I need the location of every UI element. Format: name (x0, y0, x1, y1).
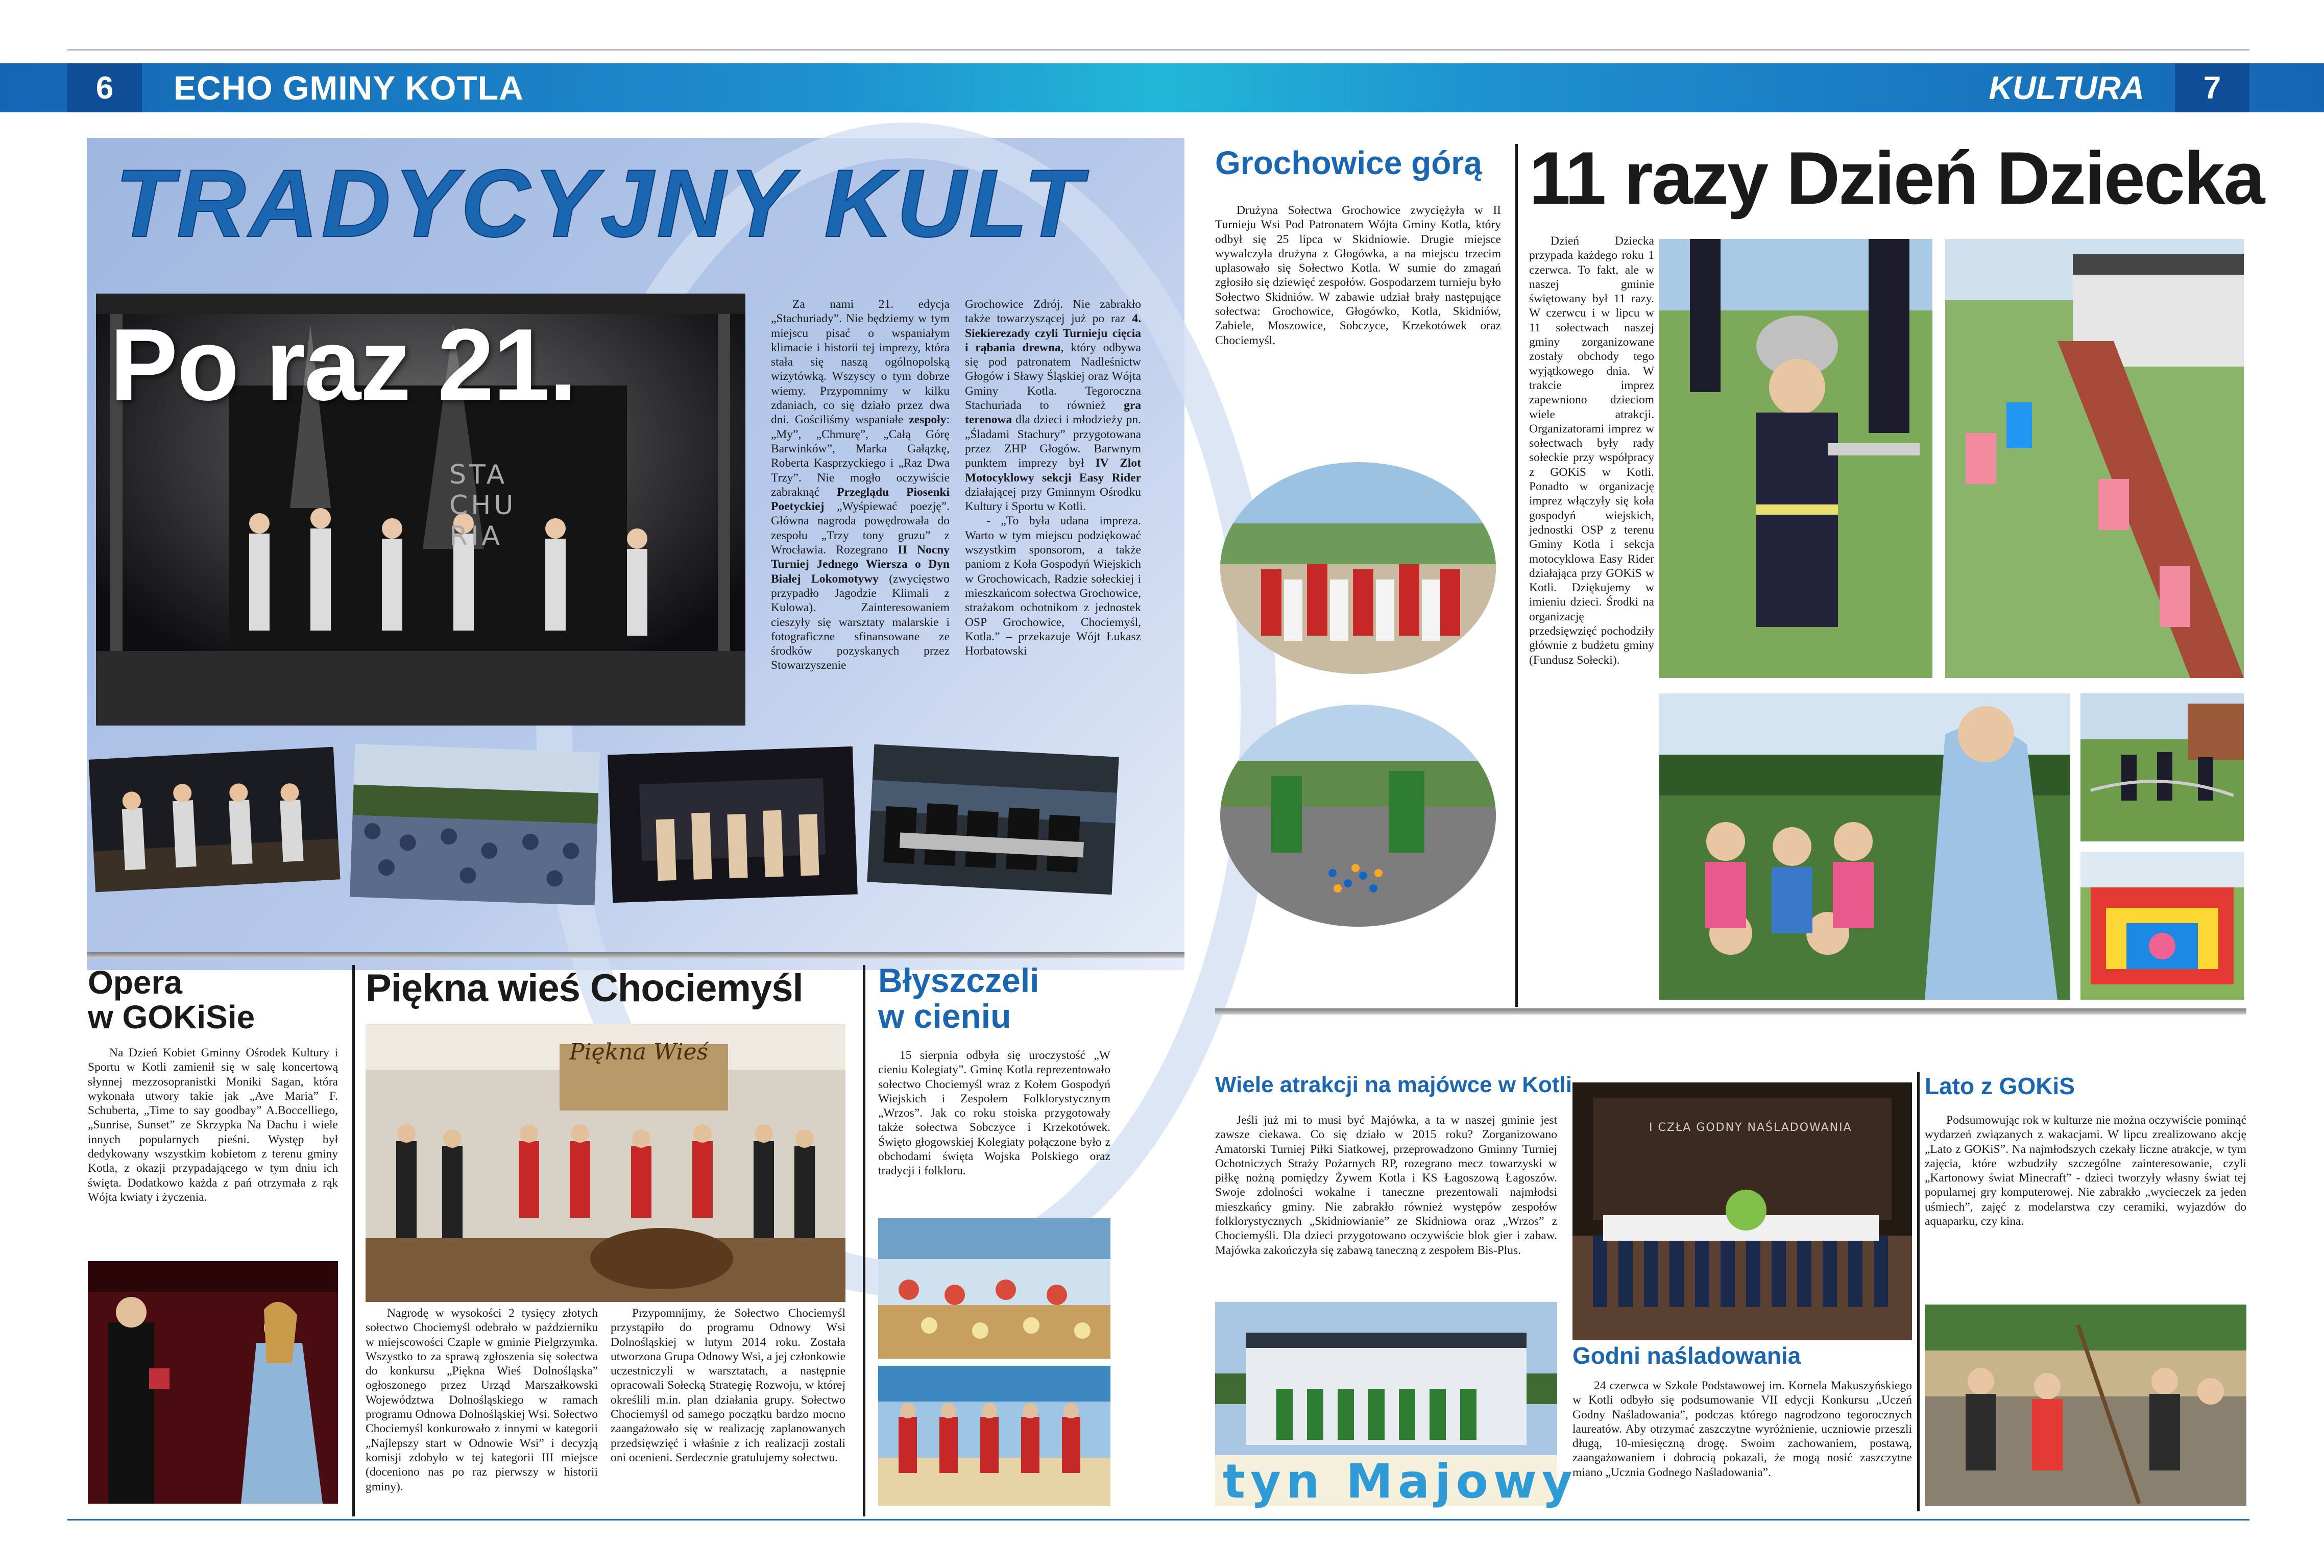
godni-banner: I CZŁA GODNY NAŚLADOWANIA (1649, 1121, 1852, 1134)
audience-photo (350, 744, 600, 906)
lato-text: Podsumowując rok w kulturze nie można oczywiście pominąć wydarzeń związanych z wakacjami. W lipcu zrealizowano akcję „Lato z GOKiS”. Na najmłodszych czekały liczne atrakcje, w tym zajęcia, które wzbudziły szczególne zainteresowanie, czyli „Kartonowy świat Minecraft” - dzieci tworzyły własny świat tej popularnej gry komputerowej. Nie zabrakło „wycieczek za jeden uśmiech”, zajęć z modelarstwa czy ceramiki, wyjazdów do aquaparku, czy kina. (1925, 1114, 2246, 1228)
dzien-text: Dzień Dziecka przypada każdego roku 1 czerwca. To fakt, ale w naszej gminie świętowany był 11 razy. W czerwcu i w lipcu w 11 sołectwach naszej gminy zorganizowane zostały obchody tego wyjątkowego dnia. W trakcie imprez zapewniono dzieciom wiele atrakcji. Organizatorami imprez w sołectwach były rady sołeckie przy współpracy z GOKiS w Kotli. Ponadto w organizację imprez włączyły się koła gospodyń wiejskich, jednostki OSP z terenu Gminy Kotla i sekcja motocyklowa Easy Rider działająca przy GOKiS w Kotli. Dziękujemy w imieniu dzieci. Środki na organizację przedsięwzięć pochodziły głównie z budżetu gminy (Fundusz Sołecki). (1529, 234, 1654, 667)
piekna-group-photo (366, 1024, 845, 1302)
majowka-title: Wiele atrakcji na majówce w Kotli (1215, 1072, 1572, 1097)
blyszczeli-title: Błyszczeli w cieniu (878, 961, 1039, 1035)
piekna-banner: Piękna Wieś (569, 1039, 709, 1065)
column-rule (1917, 1072, 1920, 1511)
majowka-banner: tyn Majowy (1223, 1454, 1578, 1509)
stage-banner: STA CHU RIA (449, 460, 517, 551)
column-rule (1515, 144, 1518, 1007)
hose-children-photo (2080, 693, 2244, 841)
opera-text: Na Dzień Kobiet Gminny Ośrodek Kultury i Sportu w Kotli zamienił się w salę koncertową słynnej mezzosopranistki Moniki Sagan, która wykonała utwory takie jak „Ave Maria” F. Schuberta, „Time to say goodbay” A.Boccelliego, „Sunrise, Sunset” ze Skrzypka Na Dachu i wiele innych popularnych pieśni. Występ był dedykowany wszystkim kobietom z terenu gminy Kotla, z okazji przypadającego w tym dniu ich święta. Dodatkowo każda z pań otrzymała z rąk Wójta kwiaty i życzenia. (88, 1046, 338, 1204)
harvest-stand-photo (878, 1218, 1110, 1359)
godni-text: 24 czerwca w Szkole Podstawowej im. Kornela Makuszyńskiego w Kotli odbyło się podsumowanie VII edycji Konkursu „Uczeń Godny Naśladowania”, podczas którego nagrodzono tegorocznych laureatów. Aby otrzymać zaszczytne wyróżnienie, uczniowie przeszli długą, 10-miesięczną drogę. Swoim zachowaniem, postawą, zaangażowaniem i dobrocią pokazali, że mogą nosić zaszczytne miano „Ucznia Godnego Naśladowania”. (1572, 1379, 1912, 1479)
left-page-number: 6 (67, 63, 142, 112)
kult-column-2: Grochowice Zdrój. Nie zabrakło także towarzyszącej już po raz 4. Siekierezady czyli Turnieju cięcia i rąbania drewna, który odbywa się pod patronatem Nadleśnictw Głogów i Sławy Śląskiej oraz Wójta Gminy Kotla. Tegoroczna Stachuriada to również gra terenowa dla dzieci i młodzieży pn. „Śladami Stachury” przygotowana przez ZHP Głogów. Barwnym punktem imprezy był IV Zlot Motocyklowy sekcji Easy Rider działającej przy Gminnym Ośrodku Kultury i Sportu w Kotli. - „To była udana impreza. Warto w tym miejscu podziękować wszystkim sponsorom, a także paniom z Koła Gospodyń Wiejskich w Grochowicach, Radzie sołeckiej i mieszkańcom sołectwa Grochowice, strażakom ochotnikom z jednostek OSP Grochowice, Chociemyśl, Kotla.” – przekazuje Wójt Łukasz Horbatowski (965, 298, 1141, 658)
opera-concert-photo (88, 1261, 338, 1504)
section-title: KULTURA (1989, 69, 2144, 106)
opera-title: Opera w GOKiSie (88, 964, 255, 1035)
piekna-column-2: Przypomnijmy, że Sołectwo Chociemyśl przystąpiło do programu Odnowy Wsi Dolnośląskiej w lutym 2014 roku. Została utworzona Grupa Odnowy Wsi, a jej członkowie uczestniczyli w warsztatach, a następnie opracowali Sołecką Strategię Rozwoju, w której określili m.in. plan działania grupy. Sołectwo Chociemyśl od samego początku bardzo mocno zaangażowało się w realizację zaplanowanych przedsięwzięć i właśnie z ich realizacji zostali oni ocenieni. Serdecznie gratulujemy sołectwu. (611, 1307, 845, 1464)
lato-kids-photo (1925, 1305, 2246, 1506)
section-divider (1215, 1008, 2246, 1015)
kult-column-1: Za nami 21. edycja „Stachuriady”. Nie będziemy w tym miejscu pisać o wspaniałym klimacie i historii tej imprezy, która stała się naszą ogólnopolską wizytówką. Wszyscy o tym dobrze wiemy. Przypomnimy w kilku zdaniach, co się działo przez dwa dni. Gościliśmy wspaniałe zespoły: „My”, „Chmurę”, „Całą Górę Barwinków”, Marka Gałązkę, Roberta Kasprzyckiego i „Raz Dwa Trzy”. Nie mogło oczywiście zabraknąć Przeglądu Piosenki Poetyckiej „Wyśpiewać poezję”. Główna nagroda powędrowała do zespołu „Trzy tony gruzu” z Wrocławia. Rozegrano II Nocny Turniej Jednego Wiersza o Dyn Białej Lokomotywy (zwycięstwo przypadło Jagodzie Klimali z Kulowa). Zainteresowaniem cieszyły się warsztaty malarskie i fotograficzne sfinansowane ze środków pozyskanych przez Stowarzyszenie (771, 298, 950, 672)
lato-title: Lato z GOKiS (1925, 1073, 2075, 1099)
column-rule (352, 965, 355, 1516)
piekna-title: Piękna wieś Chociemyśl (366, 967, 803, 1010)
band-photo (89, 747, 341, 892)
majowka-text: Jeśli już mi to musi być Majówka, a ta w naszej gminie jest zawsze ciekawa. Co się działo w 2015 roku? Zorganizowano Amatorski Turniej Piłki Siatkowej, przeprowadzono Gminny Turniej Ochotniczych Straży Pożarnych RP, rozegrano mecz towarzyski w piłkę nożną pomiędzy Żywem Kotla i KS Łagoszową Łagoszów. Swoje zdolności wokalne i taneczne prezentowali najmłodsi mieszkańcy gminy. Nie zabrakło również występów zespołów folklorystycznych „Skidniowianie” ze Skidniowa oraz „Wrzos” z Chociemyśli. Dla dzieci przygotowano oczywiście blok gier i zabaw. Majówka zakończyła się zabawą taneczną z zespołem Bis-Plus. (1215, 1114, 1557, 1257)
awards-photo (608, 746, 858, 903)
kult-title: TRADYCYJNY KULT (115, 150, 1085, 257)
publication-title: ECHO GMINY KOTLA (174, 69, 524, 107)
motorcycle-group-photo (867, 744, 1119, 895)
turniej-circle-photo-1 (1220, 462, 1496, 674)
chalk-drawing-photo (1945, 239, 2244, 678)
right-page-number: 7 (2175, 63, 2249, 112)
section-divider (87, 952, 1184, 958)
dzien-title: 11 razy Dzień Dziecka (1529, 136, 2264, 220)
page-border-top (67, 49, 2249, 51)
firefighter-child-photo (1659, 239, 1932, 678)
godni-title: Godni naśladowania (1572, 1342, 1801, 1369)
column-rule (863, 965, 865, 1516)
grochowice-text: Drużyna Sołectwa Grochowice zwyciężyła w II Turnieju Wsi Pod Patronatem Wójta Gminy Kotla, który odbył się 25 lipca w Skidniowie. Drugie miejsce wywalczyła drużyna z Głogówka, a na miejscu trzecim uplasowało się Sołectwo Kotla. W sumie do zmagań zgłosiło się dziewięć zespołów. Gospodarzem turnieju było Sołectwo Skidniów. W zabawie udział brały następujące sołectwa: Grochowice, Głogówko, Kotla, Skidniów, Zabiele, Moszowice, Sobczyce, Krzekotówek oraz Chociemyśl. (1215, 204, 1501, 347)
grochowice-title: Grochowice górą (1215, 144, 1482, 181)
turniej-circle-photo-2 (1220, 705, 1496, 927)
page-border-bottom (67, 1519, 2249, 1521)
bouncy-castle-photo (2080, 852, 2244, 1000)
piekna-column-1: Nagrodę w wysokości 2 tysięcy złotych sołectwo Chociemyśl odebrało w październiku w miejscowości Czaple w gminie Pielgrzymka. Wszystko to za sprawą zgłoszenia się sołectwa do konkursu „Piękna Wieś Dolnośląska” ogłoszonego przez Urząd Marszałkowski Województwa Dolnośląskiego w ramach programu Odnowa Dolnośląskiej Wsi. Sołectwo Chociemyśl konkurowało z innymi w kategorii „Najlepszy start w Odnowie Wsi” i decyzją komisji zdobyło w tej kategorii III miejsce (doceniono nas po raz pierwszy w historii gminy). (366, 1307, 598, 1493)
children-group-photo (1659, 693, 2070, 1000)
photo-caption: Po raz 21. (110, 308, 576, 422)
blyszczeli-text: 15 sierpnia odbyła się uroczystość „W cieniu Kolegiaty”. Gminę Kotla reprezentowało sołectwo Chociemyśl wraz z Kołem Gospodyń Wiejskich i Zespołem Folklorystycznym „Wrzos”. Jak co roku stoiska przygotowały także sołectwa Sobczyce i Krzekotówek. Święto głogowskiej Kolegiaty połączone było z obchodami święta Wojska Polskiego oraz tradycji i folkloru. (878, 1049, 1110, 1178)
harvest-group-photo (878, 1366, 1110, 1506)
